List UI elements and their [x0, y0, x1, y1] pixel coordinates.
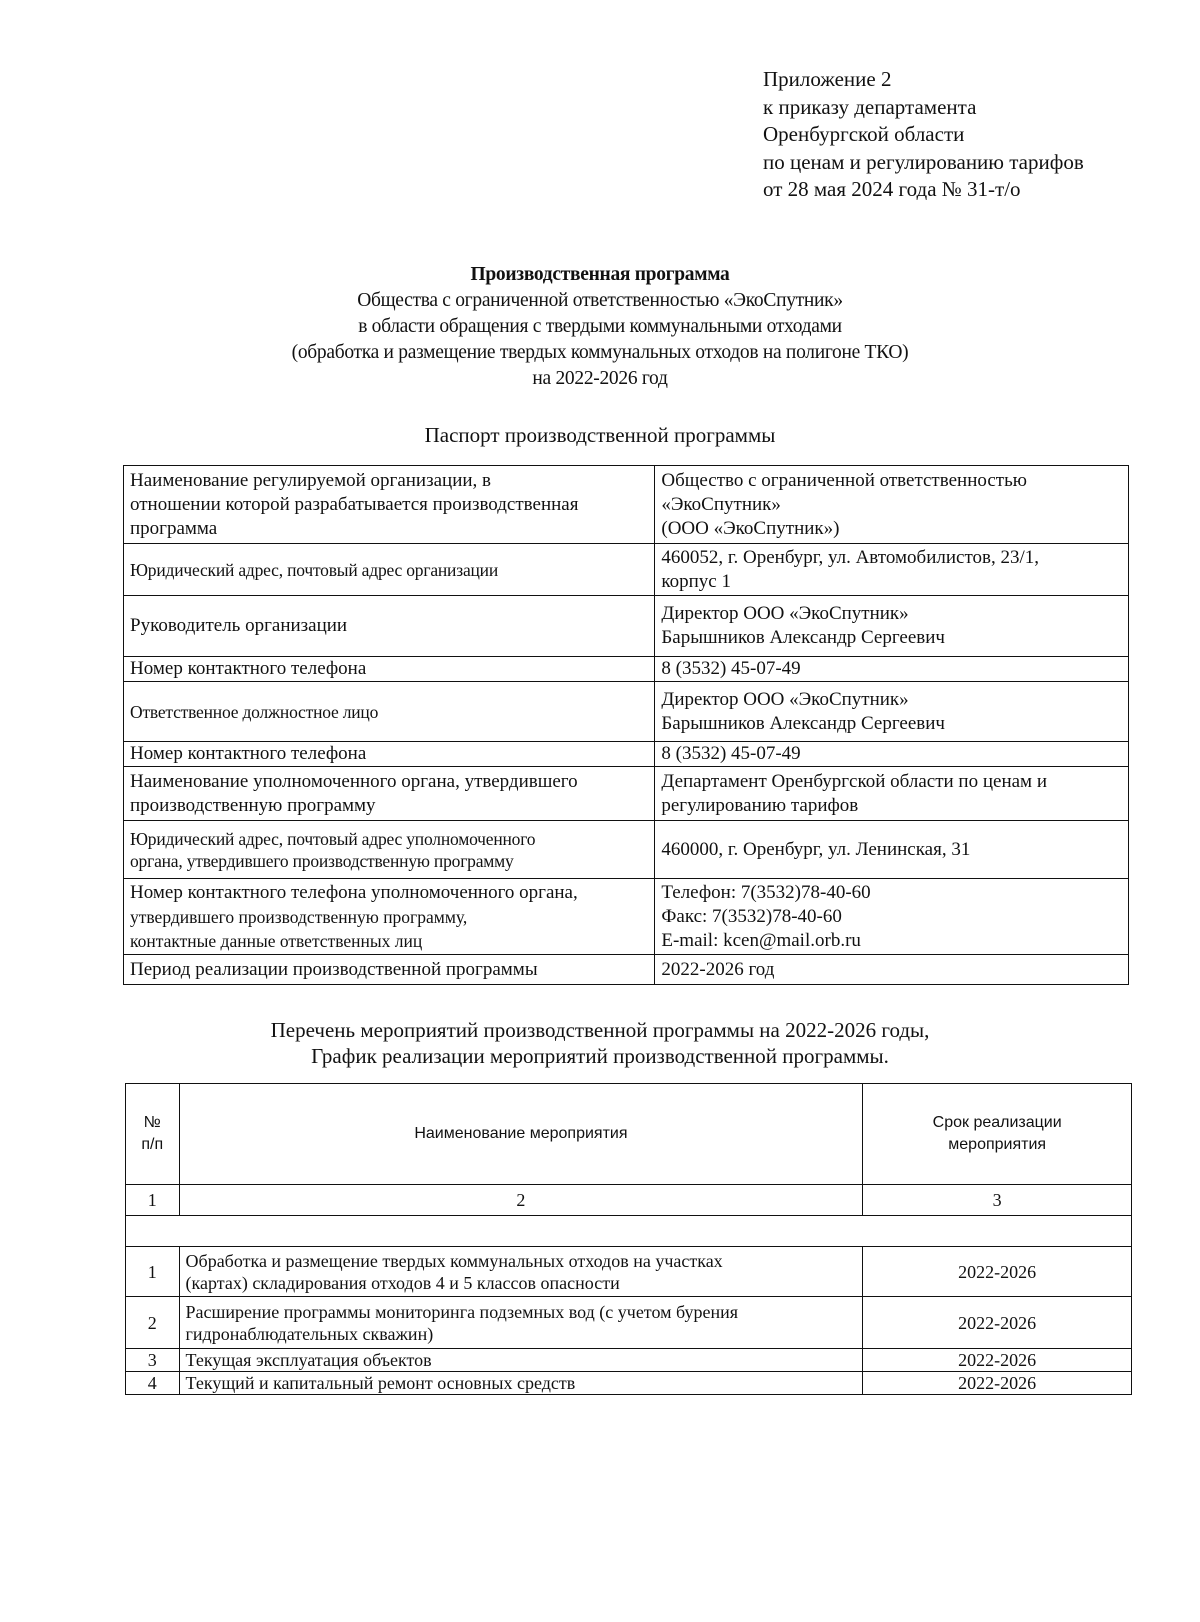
text-line: Директор ООО «ЭкоСпутник» [661, 688, 909, 710]
text-line: Юридический адрес, почтовый адрес уполномоченного [130, 828, 536, 849]
passport-row [124, 682, 1129, 742]
text-line: мероприятия [948, 1136, 1047, 1153]
column-number: 1 [126, 1185, 180, 1216]
text-line: программа [130, 517, 218, 539]
passport-label [124, 657, 655, 682]
text-line: 2022-2026 год [661, 958, 775, 980]
passport-value [655, 879, 1129, 955]
header-num [126, 1084, 180, 1185]
passport-row [124, 466, 1129, 544]
text-line: Юридический адрес, почтовый адрес организации [130, 559, 499, 580]
event-row [126, 1297, 1132, 1349]
event-num: 2 [126, 1297, 180, 1349]
passport-value [655, 767, 1129, 821]
text-line: п/п [141, 1136, 164, 1153]
text-line: Обработка и размещение твердых коммунальных отходов на участках [185, 1250, 723, 1271]
text-line: Факс: 7(3532)78-40-60 [661, 905, 842, 927]
text-line: E-mail: kcen@mail.orb.ru [661, 929, 861, 951]
text-line: регулированию тарифов [661, 794, 859, 816]
program-subtitle-line: на 2022-2026 год [532, 368, 668, 389]
event-term: 2022-2026 [863, 1372, 1132, 1395]
text-line: Общество с ограниченной ответственностью [661, 469, 1027, 491]
event-name [179, 1247, 863, 1297]
events-title-line: График реализации мероприятий производственной программы. [311, 1044, 889, 1068]
passport-row [124, 596, 1129, 657]
passport-row [124, 544, 1129, 596]
events-header-row [126, 1084, 1132, 1185]
text-line: (картах) складирования отходов 4 и 5 классов опасности [185, 1272, 620, 1293]
event-term: 2022-2026 [863, 1349, 1132, 1372]
text-line: органа, утвердившего производственную программу [130, 850, 514, 871]
program-subtitle-line: Общества с ограниченной ответственностью «ЭкоСпутник» [357, 290, 843, 311]
text-line: Руководитель организации [130, 615, 348, 636]
passport-title: Паспорт производственной программы [424, 423, 776, 447]
program-heading [100, 262, 1100, 392]
program-subtitle-line: (обработка и размещение твердых коммунальных отходов на полигоне ТКО) [291, 342, 909, 363]
event-num: 3 [126, 1349, 180, 1372]
passport-label [124, 596, 655, 657]
text-line: Наименование регулируемой организации, в [130, 469, 492, 491]
text-line: Директор ООО «ЭкоСпутник» [661, 603, 909, 624]
empty-row [126, 1216, 1132, 1247]
text-line: № [143, 1114, 161, 1131]
passport-row [124, 767, 1129, 821]
column-number: 3 [863, 1185, 1132, 1216]
appendix-line: Приложение 2 [763, 67, 892, 91]
passport-value [655, 544, 1129, 596]
text-line: 8 (3532) 45-07-49 [661, 658, 801, 679]
appendix-line: от 28 мая 2024 года № 31-т/о [763, 177, 1021, 201]
passport-row [124, 821, 1129, 879]
text-line: Период реализации производственной программы [130, 958, 538, 980]
header-term [863, 1084, 1132, 1185]
text-line: Текущая эксплуатация объектов [185, 1350, 432, 1370]
events-title-line: Перечень мероприятий производственной программы на 2022-2026 годы, [270, 1018, 930, 1042]
passport-label [124, 544, 655, 596]
text-line: утвердившего производственную программу, [130, 906, 468, 927]
passport-label [124, 821, 655, 879]
text-line: Департамент Оренбургской области по ценам и [661, 770, 1047, 792]
event-num: 1 [126, 1247, 180, 1297]
text-line: Барышников Александр Сергеевич [661, 627, 945, 648]
program-subtitle-line: в области обращения с твердыми коммунальными отходами [358, 316, 842, 337]
event-row [126, 1247, 1132, 1297]
header-name: Наименование мероприятия [179, 1084, 863, 1185]
event-term: 2022-2026 [863, 1297, 1132, 1349]
passport-row [124, 742, 1129, 767]
text-line: 460052, г. Оренбург, ул. Автомобилистов, 23/1, [661, 546, 1039, 568]
passport-table [123, 465, 1129, 985]
appendix-line: Оренбургской области [763, 122, 965, 146]
passport-label [124, 879, 655, 955]
text-line: Ответственное должностное лицо [130, 701, 379, 722]
passport-value [655, 682, 1129, 742]
event-num: 4 [126, 1372, 180, 1395]
appendix-line: по ценам и регулированию тарифов [763, 149, 1084, 174]
text-line: Текущий и капитальный ремонт основных средств [185, 1373, 576, 1393]
text-line: 460000, г. Оренбург, ул. Ленинская, 31 [661, 838, 971, 860]
event-name [179, 1297, 863, 1349]
text-line: Номер контактного телефона уполномоченного органа, [130, 881, 578, 903]
text-line: корпус 1 [661, 570, 731, 592]
column-number: 2 [179, 1185, 863, 1216]
passport-value [655, 596, 1129, 657]
text-line: Номер контактного телефона [130, 658, 367, 679]
event-row [126, 1349, 1132, 1372]
event-term: 2022-2026 [863, 1247, 1132, 1297]
empty-cell [126, 1216, 1132, 1247]
passport-value [655, 821, 1129, 879]
text-line: Барышников Александр Сергеевич [661, 712, 945, 734]
passport-label [124, 742, 655, 767]
column-numbers-row [126, 1185, 1132, 1216]
text-line: Телефон: 7(3532)78-40-60 [661, 881, 871, 903]
text-line: производственную программу [130, 794, 376, 816]
passport-label [124, 767, 655, 821]
event-name [179, 1349, 863, 1372]
passport-row [124, 657, 1129, 682]
event-name [179, 1372, 863, 1395]
text-line: (ООО «ЭкоСпутник») [661, 517, 840, 539]
passport-label [124, 466, 655, 544]
text-line: «ЭкоСпутник» [661, 493, 781, 515]
passport-row [124, 879, 1129, 955]
text-line: Номер контактного телефона [130, 743, 367, 764]
text-line: Наименование уполномоченного органа, утвердившего [130, 770, 578, 792]
passport-value [655, 955, 1129, 985]
events-title [100, 1017, 1100, 1069]
passport-label [124, 682, 655, 742]
program-title: Производственная программа [470, 264, 730, 285]
appendix-line: к приказу департамента [763, 94, 977, 119]
passport-value [655, 466, 1129, 544]
event-row [126, 1372, 1132, 1395]
text-line: Расширение программы мониторинга подземных вод (с учетом бурения [185, 1301, 738, 1322]
text-line: Срок реализации [932, 1114, 1062, 1131]
passport-value [655, 657, 1129, 682]
text-line: контактные данные ответственных лиц [130, 930, 423, 951]
passport-label [124, 955, 655, 985]
text-line: гидронаблюдательных скважин) [185, 1323, 434, 1344]
events-table [125, 1083, 1132, 1395]
passport-row [124, 955, 1129, 985]
appendix-block [763, 66, 1084, 204]
passport-value [655, 742, 1129, 767]
text-line: отношении которой разрабатывается производственная [130, 493, 579, 515]
text-line: 8 (3532) 45-07-49 [661, 743, 801, 764]
